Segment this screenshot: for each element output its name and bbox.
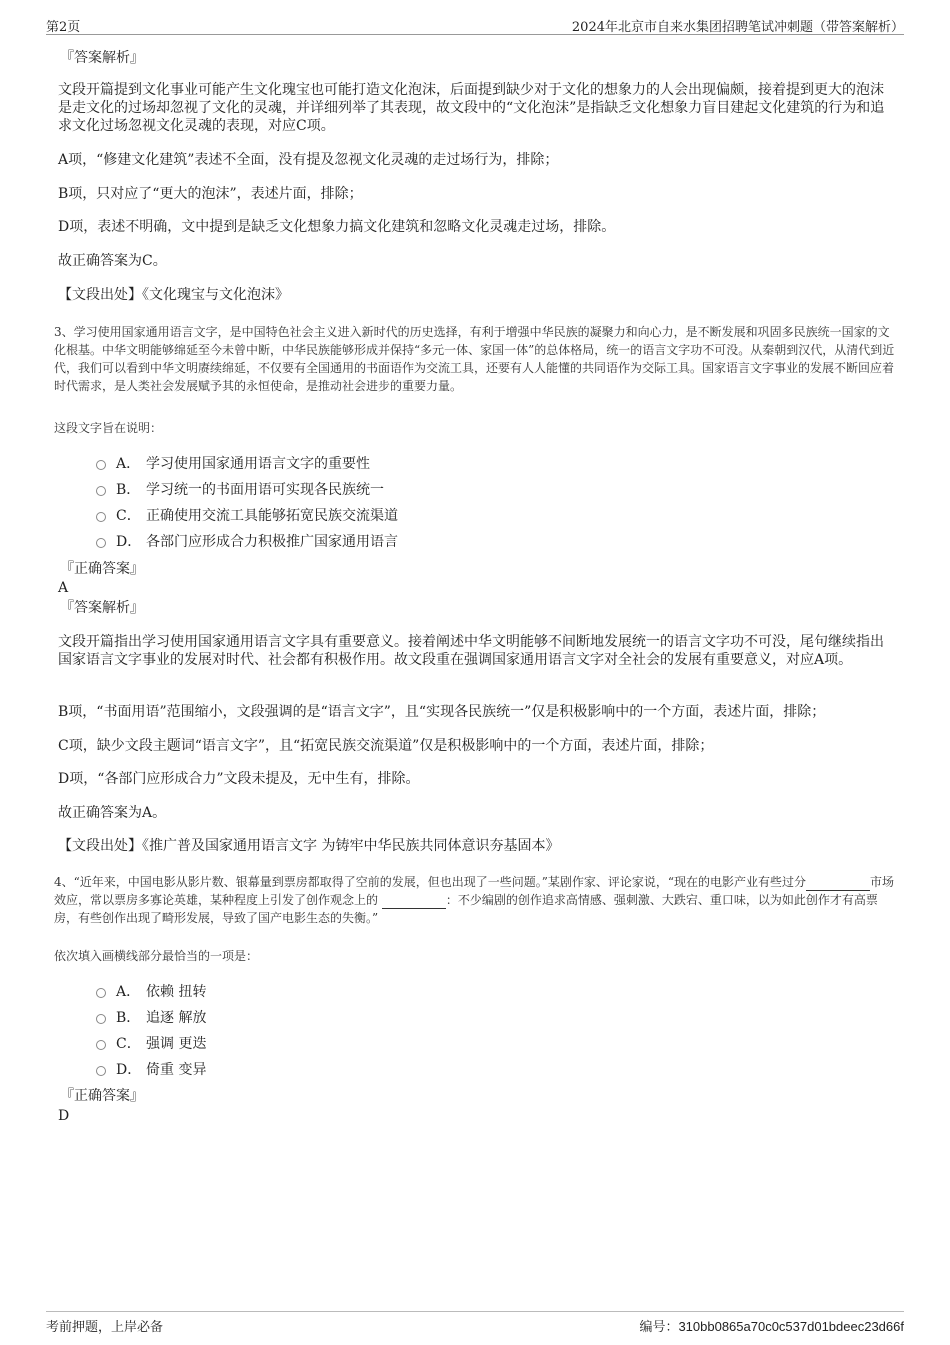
q4-stem: 4、“近年来，中国电影从影片数、银幕量到票房都取得了空前的发展，但也出现了一些问题。”某剧作家、评论家说，“现在的电影产业有些过分 市场效应，常以票房多寡论英雄，某种程度上引发了创作观念上的 ：不少编剧的创作追求高情感、强刺激、大跌宕、重口味，以为如此创作才有高票房，有些创作出现了畸形发展，导致了国产电影生态的失衡。” [54,875,895,925]
q2-analysis: 文段开篇提到文化事业可能产生文化瑰宝也可能打造文化泡沫，后面提到缺少对于文化的想象力的人会出现偏颇，接着提到更大的泡沫是走文化的过场却忽视了文化的灵魂，并详细列举了其表现，故文段中的“文化泡沫”是指缺乏文化想象力盲目建起文化建筑的行为和追求文化过场忽视文化灵魂的表现，对应C项。 [58,82,885,134]
radio-icon[interactable] [96,988,106,998]
q3-option-c[interactable]: C． 正确使用交流工具能够拓宽民族交流渠道 [96,502,398,528]
blank-2 [382,896,446,909]
q2-source: 【文段出处】《文化瑰宝与文化泡沫》 [58,287,289,303]
q3-answer-label: 『正确答案』 [60,561,144,577]
document-id: 编号：310bb0865a70c0c537d01bdeec23d66f [639,1319,904,1334]
radio-icon[interactable] [96,1066,106,1076]
q3-source: 【文段出处】《推广普及国家通用语言文字 为铸牢中华民族共同体意识夯基固本》 [58,838,560,854]
q3-options [96,450,398,554]
q4-option-a[interactable]: A． 依赖 扭转 [96,978,206,1004]
q2-d-note: D项，表述不明确，文中提到是缺乏文化想象力搞文化建筑和忽略文化灵魂走过场，排除。 [58,219,616,235]
page-footer [46,1311,904,1334]
page-header [46,14,904,35]
q3-option-d[interactable]: D． 各部门应形成合力积极推广国家通用语言 [96,528,398,554]
q3-conclusion: 故正确答案为A。 [58,805,167,821]
q4-option-d[interactable]: D． 倚重 变异 [96,1056,206,1082]
page-number: 第2页 [46,20,81,35]
q2-analysis-label: 『答案解析』 [60,50,144,66]
q3-d-note: D项，“各部门应形成合力”文段未提及，无中生有，排除。 [58,771,420,787]
footer-slogan: 考前押题，上岸必备 [46,1320,164,1335]
q4-answer: D [58,1108,70,1124]
q2-a-note: A项，“修建文化建筑”表述不全面，没有提及忽视文化灵魂的走过场行为，排除； [58,152,559,168]
q2-b-note: B项，只对应了“更大的泡沫”，表述片面，排除； [58,186,363,202]
q3-option-a[interactable]: A． 学习使用国家通用语言文字的重要性 [96,450,398,476]
radio-icon[interactable] [96,460,106,470]
q4-option-b[interactable]: B． 追逐 解放 [96,1004,206,1030]
q4-prompt: 依次填入画横线部分最恰当的一项是： [54,949,259,963]
radio-icon[interactable] [96,538,106,548]
q4-option-c[interactable]: C． 强调 更迭 [96,1030,206,1056]
document-title: 2024年北京市自来水集团招聘笔试冲刺题（带答案解析） [571,20,904,35]
q3-prompt: 这段文字旨在说明： [54,421,163,435]
blank-1 [806,878,870,891]
q3-analysis: 文段开篇指出学习使用国家通用语言文字具有重要意义。接着阐述中华文明能够不间断地发展统一的语言文字功不可没，尾句继续指出国家语言文字事业的发展对时代、社会都有积极作用。故文段重在强调国家通用语言文字对全社会的发展有重要意义，对应A项。 [58,634,884,668]
q3-answer: A [58,580,69,596]
radio-icon[interactable] [96,1014,106,1024]
q3-c-note: C项，缺少文段主题词“语言文字”，且“拓宽民族交流渠道”仅是积极影响中的一个方面，表述片面，排除； [58,738,714,754]
radio-icon[interactable] [96,486,106,496]
q4-answer-label: 『正确答案』 [60,1088,144,1104]
q4-options [96,978,206,1082]
q2-conclusion: 故正确答案为C。 [58,253,167,269]
q3-b-note: B项，“书面用语”范围缩小，文段强调的是“语言文字”，且“实现各民族统一”仅是积极影响中的一个方面，表述片面，排除； [58,704,826,720]
q3-option-b[interactable]: B． 学习统一的书面用语可实现各民族统一 [96,476,398,502]
radio-icon[interactable] [96,512,106,522]
q3-analysis-label: 『答案解析』 [60,600,144,616]
q3-stem: 3、学习使用国家通用语言文字，是中国特色社会主义进入新时代的历史选择，有利于增强中华民族的凝聚力和向心力，是不断发展和巩固多民族统一国家的文化根基。中华文明能够绵延至今未曾中断，中华民族能够形成并保持“多元一体、家国一体”的总体格局，统一的语言文字功不可没。从秦朝到汉代，从清代到近代，我们可以看到中华文明赓续绵延，不仅要有全国通用的书面语作为交流工具，还要有人人能懂的共同语作为交际工具。国家语言文字事业的发展不断回应着时代需求，是人类社会发展赋予其的永恒使命，是推动社会进步的重要力量。 [54,325,895,393]
radio-icon[interactable] [96,1040,106,1050]
